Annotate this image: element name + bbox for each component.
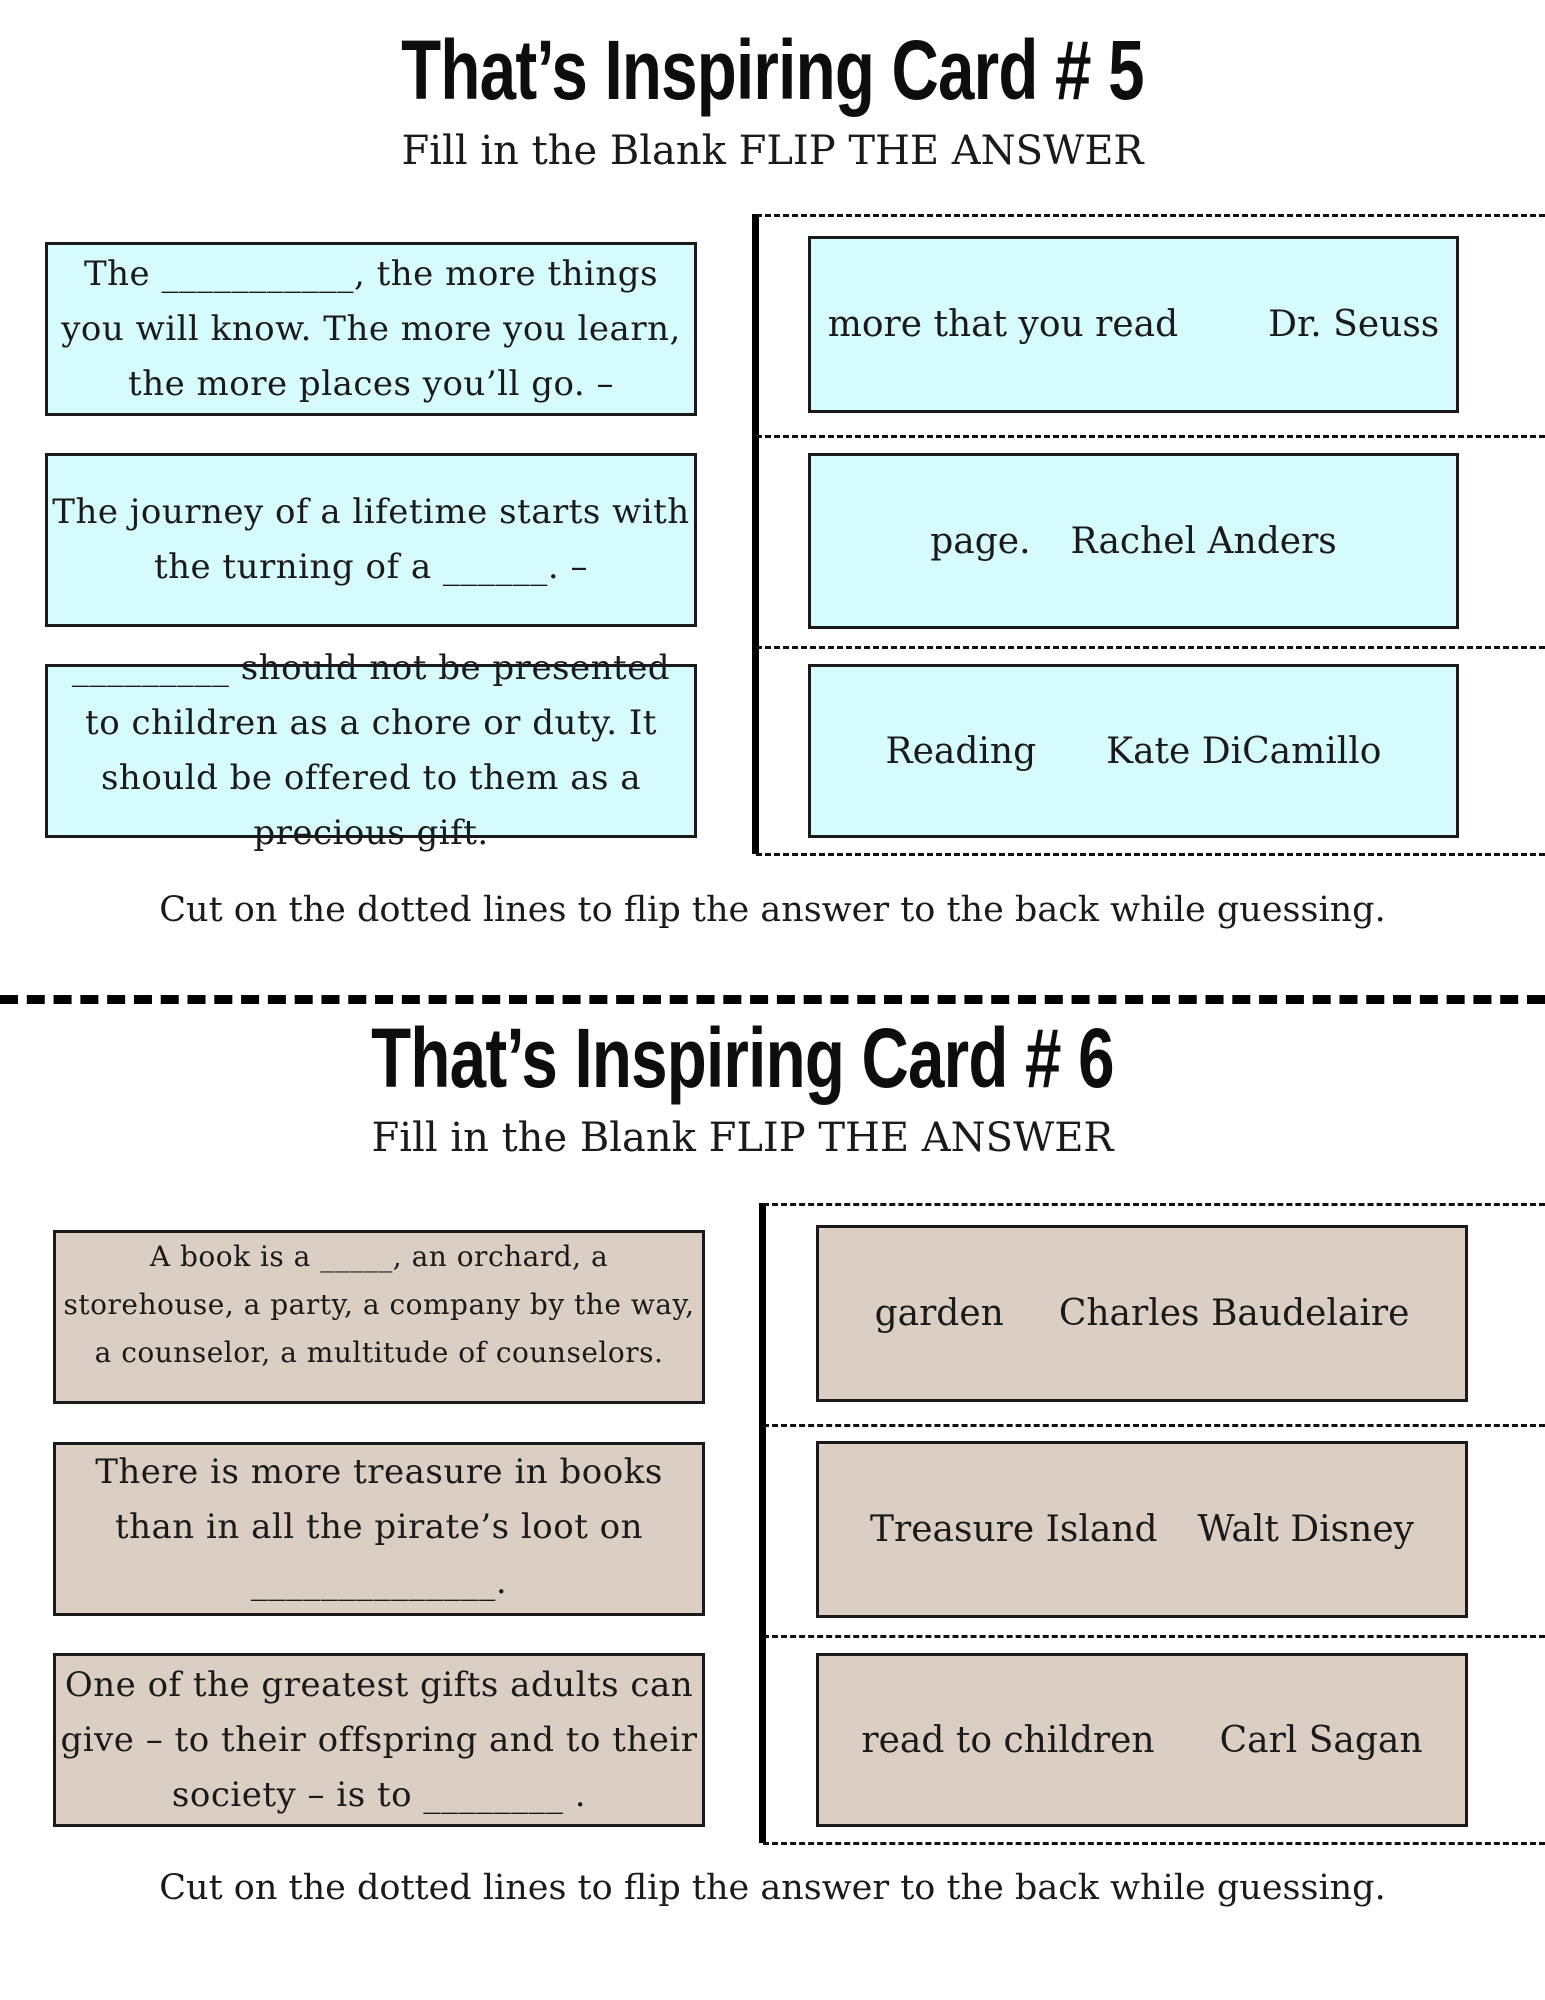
card-6-answer-3 bbox=[816, 1653, 1468, 1827]
question-text: _________ should not be presented to children as a chore or duty. It should be offered to them as a precious gift. bbox=[71, 648, 671, 853]
answer-text: Reading bbox=[885, 730, 1037, 772]
answer-text: page. bbox=[930, 520, 1031, 562]
answer-author: Dr. Seuss bbox=[1268, 304, 1440, 345]
answer-author: Charles Baudelaire bbox=[1058, 1293, 1410, 1334]
answer-author: Carl Sagan bbox=[1219, 1719, 1423, 1761]
card-5-answer-3 bbox=[808, 664, 1459, 838]
card-6-cut-line-bottom bbox=[763, 1842, 1545, 1845]
question-text: The ___________, the more things you will know. The more you learn, the more places you’ll go. – bbox=[61, 253, 681, 404]
card-5-cut-instructions: Cut on the dotted lines to flip the answer to the back while guessing. bbox=[159, 890, 1386, 930]
answer-text: more that you read bbox=[827, 304, 1179, 345]
card-5-answer-1 bbox=[808, 236, 1459, 413]
answer-text: read to children bbox=[861, 1719, 1155, 1761]
card-5-fold-line bbox=[752, 214, 759, 854]
card-6-cut-instructions: Cut on the dotted lines to flip the answer to the back while guessing. bbox=[159, 1868, 1386, 1908]
card-6-subtitle: Fill in the Blank FLIP THE ANSWER bbox=[371, 1115, 1114, 1161]
card-6-answer-2 bbox=[816, 1441, 1468, 1618]
card-5-subtitle: Fill in the Blank FLIP THE ANSWER bbox=[401, 128, 1144, 174]
question-text: There is more treasure in books than in all the pirate’s loot on ______________. bbox=[95, 1452, 663, 1602]
card-5-question-2 bbox=[45, 453, 697, 627]
card-5-cut-line-top bbox=[756, 214, 1545, 217]
card-6-fold-line bbox=[759, 1203, 766, 1843]
card-5-answer-2 bbox=[808, 453, 1459, 629]
card-6-answer-1 bbox=[816, 1225, 1468, 1402]
card-6-cut-line-2 bbox=[763, 1424, 1545, 1427]
card-5-question-3 bbox=[45, 648, 697, 853]
card-5-cut-line-bottom bbox=[756, 853, 1545, 856]
answer-text: Treasure Island bbox=[870, 1509, 1158, 1550]
answer-author: Kate DiCamillo bbox=[1106, 730, 1382, 772]
answer-text: garden bbox=[874, 1293, 1004, 1334]
question-text: One of the greatest gifts adults can give – to their offspring and to their society – is to ________ . bbox=[60, 1664, 698, 1815]
card-6-cut-line-top bbox=[763, 1203, 1545, 1206]
card-5-cut-line-3 bbox=[756, 646, 1545, 649]
answer-author: Rachel Anders bbox=[1070, 520, 1337, 562]
card-5-title: That’s Inspiring Card # 5 bbox=[401, 23, 1144, 117]
question-text: The journey of a lifetime starts with the turning of a ______. – bbox=[52, 492, 690, 587]
card-6-question-2 bbox=[53, 1442, 705, 1616]
answer-author: Walt Disney bbox=[1197, 1509, 1414, 1550]
card-6-cut-line-3 bbox=[763, 1635, 1545, 1638]
card-5-cut-line-2 bbox=[756, 435, 1545, 438]
card-6-title: That’s Inspiring Card # 6 bbox=[371, 1011, 1114, 1105]
card-5-question-1 bbox=[45, 242, 697, 416]
question-text: A book is a _____, an orchard, a storehouse, a party, a company by the way, a counselor, a multitude of counselors. bbox=[63, 1240, 695, 1369]
card-separator-cut-line bbox=[0, 995, 1545, 1004]
card-6-question-3 bbox=[53, 1653, 705, 1827]
card-6-question-1 bbox=[53, 1230, 705, 1404]
